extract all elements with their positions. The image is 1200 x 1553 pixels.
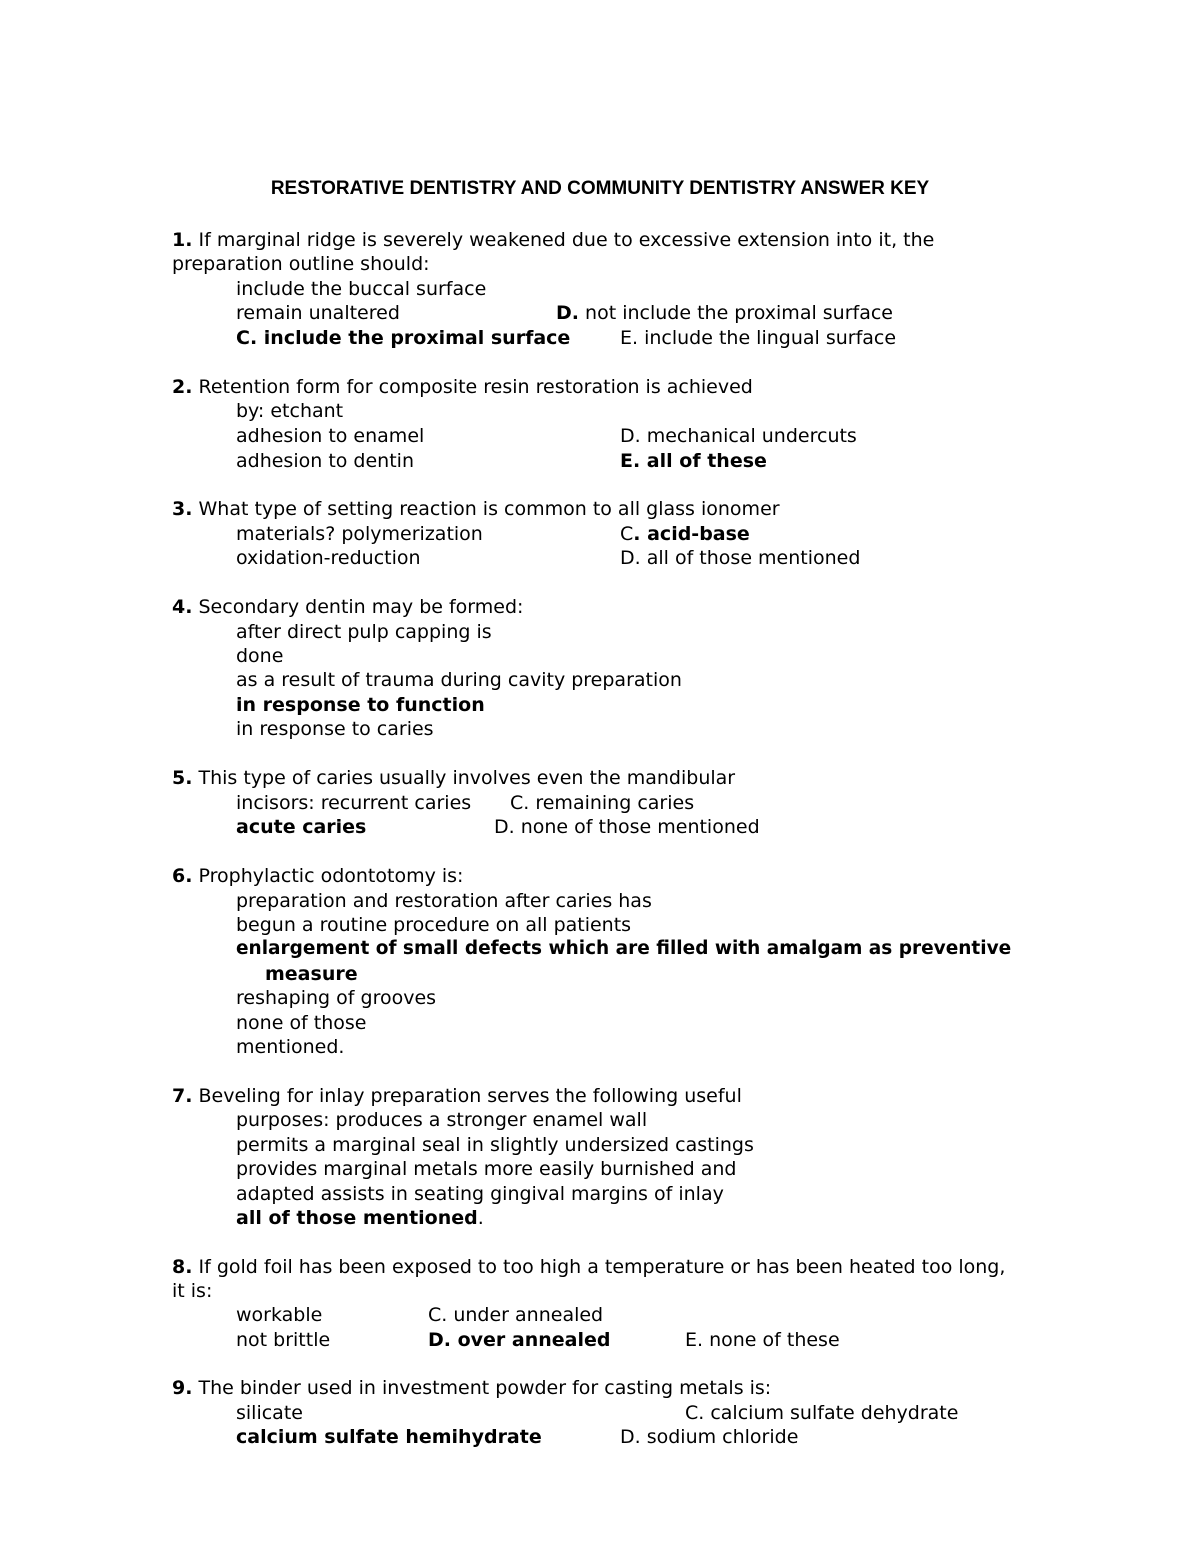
question-2-option-d: D. mechanical undercuts xyxy=(620,425,857,447)
question-3-answer-text: . acid-base xyxy=(633,523,750,545)
question-3-stem-line1: What type of setting reaction is common to all glass ionomer xyxy=(192,498,780,520)
question-8-option-c: C. under annealed xyxy=(428,1304,604,1326)
question-7-number: 7. xyxy=(172,1085,193,1107)
question-2-number: 2. xyxy=(172,376,193,398)
question-5-stem-line1: This type of caries usually involves even the mandibular xyxy=(192,767,736,789)
question-3-answer-letter: C xyxy=(620,523,634,545)
question-5-stem xyxy=(172,766,735,790)
question-9-stem xyxy=(172,1376,771,1400)
question-3-stem xyxy=(172,497,780,521)
question-9-answer: calcium sulfate hemihydrate xyxy=(236,1426,542,1448)
question-1-stem-line1: If marginal ridge is severely weakened due to excessive extension into it, the xyxy=(192,229,935,251)
question-2-answer: E. all of these xyxy=(620,450,767,472)
question-8-option-a: workable xyxy=(236,1304,323,1326)
question-2-stem-line2: by: etchant xyxy=(236,400,344,422)
question-6-answer-line2: measure xyxy=(265,963,358,985)
question-5-option-c: C. remaining caries xyxy=(510,792,695,814)
question-8-stem xyxy=(172,1255,1005,1279)
question-8-option-e: E. none of these xyxy=(685,1329,840,1351)
question-4-option-b: as a result of trauma during cavity preparation xyxy=(236,669,682,691)
question-7-option-d: adapted assists in seating gingival margins of inlay xyxy=(236,1183,724,1205)
question-9-option-a: silicate xyxy=(236,1402,303,1424)
question-6-stem-text: Prophylactic odontotomy is: xyxy=(192,865,464,887)
question-4-number: 4. xyxy=(172,596,193,618)
question-3-number: 3. xyxy=(172,498,193,520)
question-1-option-d xyxy=(556,301,893,325)
question-5-number: 5. xyxy=(172,767,193,789)
question-5-answer: acute caries xyxy=(236,816,367,838)
question-6-option-d: reshaping of grooves xyxy=(236,987,437,1009)
question-9-option-c: C. calcium sulfate dehydrate xyxy=(685,1402,959,1424)
question-1-stem xyxy=(172,228,934,252)
question-1-stem-line2: preparation outline should: xyxy=(172,253,430,275)
question-6-stem xyxy=(172,864,463,888)
question-4-option-a-line1: after direct pulp capping is xyxy=(236,621,492,643)
question-7-stem-line2: purposes: produces a stronger enamel wall xyxy=(236,1109,648,1131)
question-9-number: 9. xyxy=(172,1377,193,1399)
question-1-option-d-letter: D. xyxy=(556,302,579,324)
question-8-answer: D. over annealed xyxy=(428,1329,611,1351)
question-7-answer-text: all of those mentioned xyxy=(236,1207,478,1229)
question-4-answer: in response to function xyxy=(236,694,485,716)
question-8-number: 8. xyxy=(172,1256,193,1278)
question-1-option-b: remain unaltered xyxy=(236,302,400,324)
question-7-stem xyxy=(172,1084,742,1108)
question-6-option-a: preparation and restoration after caries has xyxy=(236,890,652,912)
question-5-stem-line2: incisors: recurrent caries xyxy=(236,792,472,814)
question-2-stem xyxy=(172,375,753,399)
question-1-option-a: include the buccal surface xyxy=(236,278,487,300)
question-7-option-c: provides marginal metals more easily burnished and xyxy=(236,1158,737,1180)
question-5-option-d: D. none of those mentioned xyxy=(494,816,760,838)
question-7-answer-period: . xyxy=(477,1207,484,1229)
question-3-answer xyxy=(620,522,750,546)
question-6-number: 6. xyxy=(172,865,193,887)
question-4-stem xyxy=(172,595,523,619)
question-8-stem-line2: it is: xyxy=(172,1280,213,1302)
question-8-option-b: not brittle xyxy=(236,1329,331,1351)
question-1-answer: C. include the proximal surface xyxy=(236,327,571,349)
question-2-option-b: adhesion to enamel xyxy=(236,425,425,447)
question-1-option-e: E. include the lingual surface xyxy=(620,327,897,349)
question-1-option-d-text: not include the proximal surface xyxy=(579,302,894,324)
question-2-option-c: adhesion to dentin xyxy=(236,450,414,472)
question-6-option-e-line1: none of those xyxy=(236,1012,367,1034)
question-7-option-b: permits a marginal seal in slightly undersized castings xyxy=(236,1134,754,1156)
question-3-stem-line2: materials? polymerization xyxy=(236,523,483,545)
question-9-stem-text: The binder used in investment powder for casting metals is: xyxy=(192,1377,772,1399)
question-4-option-d: in response to caries xyxy=(236,718,434,740)
question-6-answer-line1: enlargement of small defects which are filled with amalgam as preventive xyxy=(236,938,1012,959)
question-4-option-a-line2: done xyxy=(236,645,284,667)
question-6-option-b: begun a routine procedure on all patients xyxy=(236,914,632,936)
question-3-option-d: D. all of those mentioned xyxy=(620,547,861,569)
question-3-option-b: oxidation-reduction xyxy=(236,547,421,569)
question-7-answer xyxy=(236,1206,484,1230)
question-1-number: 1. xyxy=(172,229,193,251)
question-7-stem-line1: Beveling for inlay preparation serves the following useful xyxy=(192,1085,742,1107)
question-2-stem-line1: Retention form for composite resin restoration is achieved xyxy=(192,376,753,398)
question-9-option-d: D. sodium chloride xyxy=(620,1426,799,1448)
question-6-option-e-line2: mentioned. xyxy=(236,1036,345,1058)
question-4-stem-text: Secondary dentin may be formed: xyxy=(192,596,524,618)
question-8-stem-line1: If gold foil has been exposed to too high a temperature or has been heated too long, xyxy=(192,1256,1006,1278)
page-title: RESTORATIVE DENTISTRY AND COMMUNITY DENTISTRY ANSWER KEY xyxy=(270,178,930,199)
